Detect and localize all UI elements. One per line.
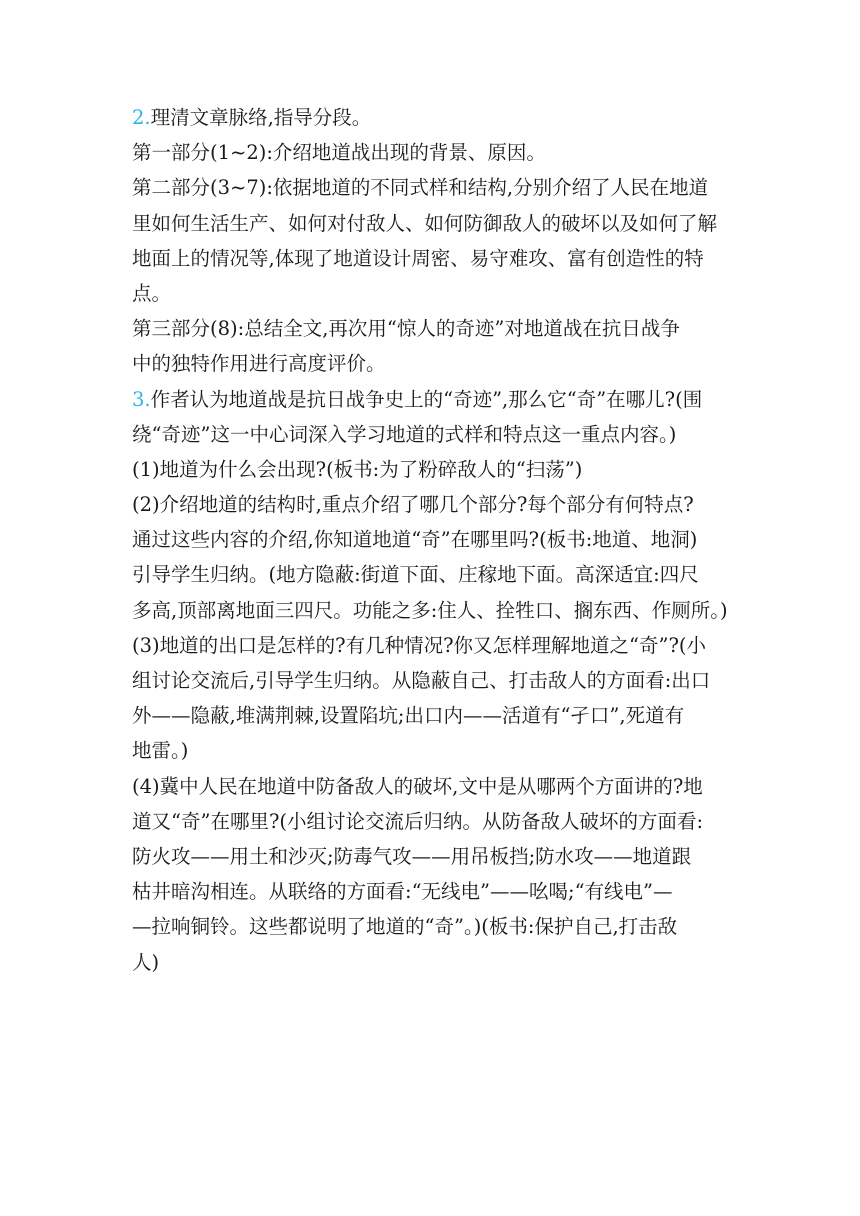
text-line: 第三部分(8):总结全文,再次用“惊人的奇迹”对地道战在抗日战争 [132,317,680,341]
text-line: 地面上的情况等,体现了地道设计周密、易守难攻、富有创造性的特 [132,246,704,270]
item-3-line-1 [132,382,732,417]
text-line: —拉响铜铃。这些都说明了地道的“奇”。)(板书:保护自己,打击敌 [132,915,678,939]
text-line: 点。 [132,281,172,305]
text-line: (3)地道的出口是怎样的?有几种情况?你又怎样理解地道之“奇”?(小 [132,633,707,657]
text-line: 人) [132,950,160,974]
item-2-text: 理清文章脉络,指导分段。 [150,106,372,129]
text-line: 多高,顶部离地面三四尺。功能之多:住人、拴牲口、搁东西、作厕所。) [132,598,728,622]
text-line: (1)地道为什么会出现?(板书:为了粉碎敌人的“扫荡”) [132,457,583,481]
text-line: 道又“奇”在哪里?(小组讨论交流后归纳。从防备敌人破坏的方面看: [132,809,704,833]
item-3-text: 作者认为地道战是抗日战争史上的“奇迹”,那么它“奇”在哪儿?(围 [150,387,703,411]
text-line: 外——隐蔽,堆满荆棘,设置陷坑;出口内——活道有“孑口”,死道有 [132,704,685,728]
document-body [132,100,732,980]
text-line: 里如何生活生产、如何对付敌人、如何防御敌人的破坏以及如何了解 [132,211,718,235]
text-line: (2)介绍地道的结构时,重点介绍了哪几个部分?每个部分有何特点? [132,493,694,517]
text-line: 第一部分(1~2):介绍地道战出现的背景、原因。 [132,141,546,165]
text-line: 枯井暗沟相连。从联络的方面看:“无线电”——吆喝;“有线电”— [132,880,673,904]
item-2-line-1 [132,100,732,135]
item-number-2: 2. [132,106,151,129]
text-line: 引导学生归纳。(地方隐蔽:街道下面、庄稼地下面。高深适宜:四尺 [132,563,699,587]
text-line: 绕“奇迹”这一中心词深入学习地道的式样和特点这一重点内容。) [132,422,677,446]
text-line: 中的独特作用进行高度评价。 [132,352,386,376]
text-line: (4)冀中人民在地道中防备敌人的破坏,文中是从哪两个方面讲的?地 [132,774,703,798]
text-line: 组讨论交流后,引导学生归纳。从隐蔽自己、打击敌人的方面看:出口 [132,669,711,692]
item-number-3: 3. [132,387,151,411]
text-line: 地雷。) [132,739,189,763]
text-line: 通过这些内容的介绍,你知道地道“奇”在哪里吗?(板书:地道、地洞) [132,528,698,552]
text-line: 防火攻——用土和沙灭;防毒气攻——用吊板挡;防水攻——地道跟 [132,844,692,868]
text-line: 第二部分(3~7):依据地道的不同式样和结构,分别介绍了人民在地道 [132,176,709,200]
